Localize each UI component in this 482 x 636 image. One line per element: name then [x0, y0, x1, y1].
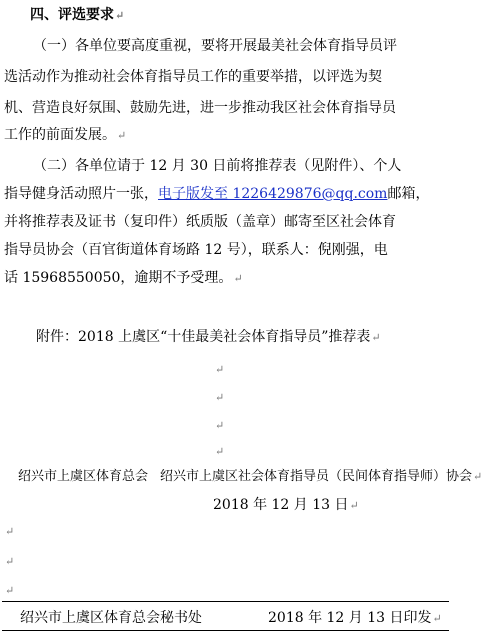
signature-org-sports-federation: 绍兴市上虞区体育总会	[18, 469, 149, 484]
paragraph-line: （二）各单位请于 12 月 30 日前将推荐表（见附件）、个人	[33, 158, 402, 174]
paragraph-line: 指导员协会（百官街道体育场路 12 号），联系人：倪刚强，电	[4, 242, 388, 258]
paragraph-mark: ↵	[5, 555, 15, 568]
attachment-line: 附件：2018 上虞区“十佳最美社会体育指导员”推荐表↵	[36, 329, 381, 345]
email-link[interactable]: 电子版发至 1226429876@qq.com	[158, 186, 388, 202]
paragraph-mark: ↵	[5, 584, 15, 597]
paragraph-line: 工作的前面发展。↵	[4, 127, 127, 143]
paragraph-mark: ↵	[215, 391, 225, 404]
footer-bottom-rule	[2, 630, 449, 631]
paragraph-mark: ↵	[215, 445, 225, 458]
paragraph-line: （一）各单位要高度重视，要将开展最美社会体育指导员评	[33, 38, 397, 54]
paragraph-mark: ↵	[215, 419, 225, 432]
paragraph-line: 话 15968550050，逾期不予受理。↵	[4, 270, 243, 286]
signature-date: 2018 年 12 月 13 日↵	[213, 497, 359, 513]
footer-top-rule	[2, 601, 449, 602]
section-title: 四、评选要求↵	[30, 7, 125, 23]
paragraph-line: 机、营造良好氛围、鼓励先进，进一步推动我区社会体育指导员	[4, 100, 396, 116]
paragraph-line: 指导健身活动照片一张，电子版发至 1226429876@qq.com邮箱，	[4, 186, 430, 202]
paragraph-line: 选活动作为推动社会体育指导员工作的重要举措，以评选为契	[4, 69, 382, 85]
signature-org-instructor-association: 绍兴市上虞区社会体育指导员（民间体育指导师）协会↵	[160, 469, 482, 484]
paragraph-mark: ↵	[215, 363, 225, 376]
footer-issuer: 绍兴市上虞区体育总会秘书处	[20, 610, 202, 626]
paragraph-line: 并将推荐表及证书（复印件）纸质版（盖章）邮寄至区社会体育	[4, 214, 396, 230]
footer-date: 2018 年 12 月 13 日印发↵	[268, 610, 442, 626]
paragraph-mark: ↵	[5, 525, 15, 538]
